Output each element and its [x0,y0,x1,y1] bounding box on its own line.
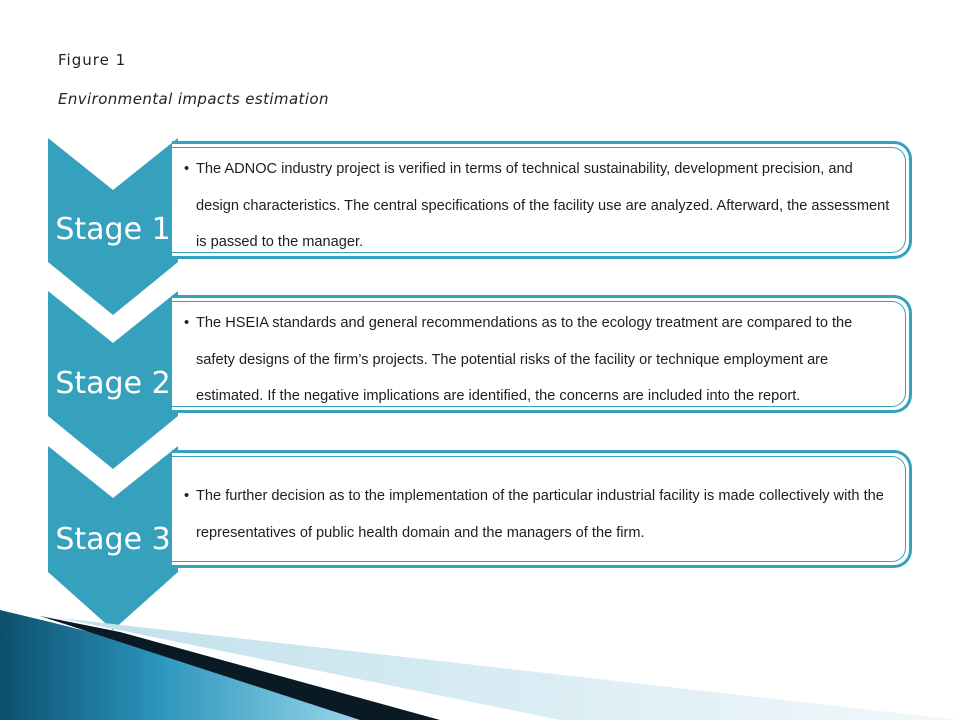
stage-2-description: The HSEIA standards and general recommendations as to the ecology treatment are compared to the safety designs of the firm’s projects. The potential risks of the facility or technique employment are estimated. If the negative implications are identified, the concerns are included into the report. [196,315,853,404]
bullet-icon: • [184,161,190,177]
bullet-icon: • [184,315,190,331]
stage-1-box [172,141,912,259]
stage-3-description: The further decision as to the implementation of the particular industrial facility is made collectively with the representatives of public health domain and the managers of the firm. [196,488,884,541]
decorative-swoosh [0,590,960,720]
bullet-icon: • [184,488,190,504]
stage-3-box [172,450,912,568]
stage-3-label: Stage 3 [55,522,171,557]
stage-2-box [172,295,912,413]
stage-2-text [184,305,895,415]
stage-1-label: Stage 1 [55,212,171,247]
stage-1-description: The ADNOC industry project is verified in terms of technical sustainability, development precision, and design characteristics. The central specifications of the facility use are analyzed. Afterward, the assessment is passed to the manager. [196,161,890,250]
figure-title: Environmental impacts estimation [58,90,329,108]
stage-1-text [184,151,895,261]
stage-2-label: Stage 2 [55,366,171,401]
stage-3-text [184,478,895,551]
figure-label: Figure 1 [58,51,127,69]
